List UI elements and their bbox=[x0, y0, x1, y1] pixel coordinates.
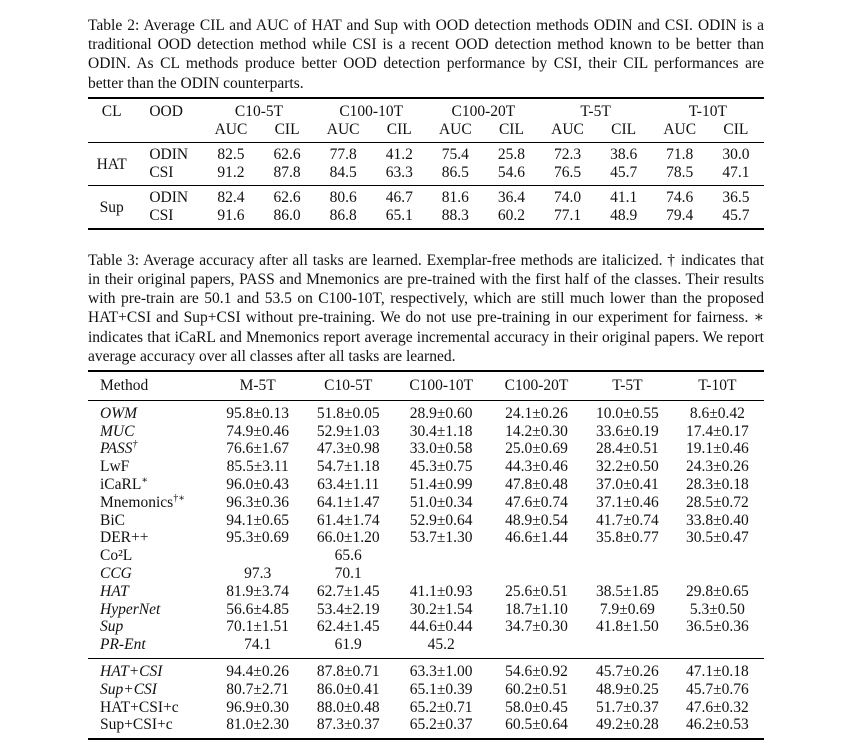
value-cell bbox=[671, 547, 764, 565]
table3-header-m-5t: M-5T bbox=[239, 377, 276, 395]
table2-subheader-cil: CIL bbox=[611, 120, 637, 138]
value-cell: 87.3±0.37 bbox=[316, 716, 380, 734]
value-cell: 41.2 bbox=[385, 145, 413, 163]
value-cell: 45.2 bbox=[427, 636, 455, 654]
value-cell: 51.0±0.34 bbox=[409, 493, 473, 511]
value-cell: 28.4±0.51 bbox=[596, 440, 659, 458]
value-cell: 65.6 bbox=[334, 547, 362, 565]
value-cell: 62.4±1.45 bbox=[316, 618, 380, 636]
method-cell: LwF bbox=[100, 458, 130, 476]
table3-header-c100-10t: C100-10T bbox=[409, 377, 474, 395]
value-cell: 91.2 bbox=[217, 163, 245, 181]
value-cell: 91.6 bbox=[217, 206, 245, 224]
value-cell: 62.7±1.45 bbox=[316, 582, 380, 600]
value-cell: 47.3±0.98 bbox=[316, 440, 380, 458]
value-cell: 38.6 bbox=[610, 145, 638, 163]
table2-caption: Table 2: Average CIL and AUC of HAT and Sup with OOD detection methods ODIN and CSI. ODIN is a traditional OOD detection method while CSI is a recent OOD detection method known to be better than ODIN. As CL methods produce better OOD detection performance by CSI, their CIL performances are better than the ODIN counterparts. bbox=[88, 17, 764, 92]
value-cell: 52.9±0.64 bbox=[409, 511, 473, 529]
table2-header-row-groups bbox=[88, 98, 764, 121]
method-cell: Sup bbox=[100, 618, 124, 636]
value-cell: 25.8 bbox=[497, 145, 525, 163]
value-cell: 95.8±0.13 bbox=[226, 404, 290, 422]
value-cell: 5.3±0.50 bbox=[689, 600, 745, 618]
table3-row bbox=[88, 681, 764, 699]
value-cell bbox=[671, 636, 764, 658]
table2-subheader-auc: AUC bbox=[438, 120, 472, 138]
value-cell: 96.0±0.43 bbox=[226, 476, 290, 494]
value-cell: 25.0±0.69 bbox=[505, 440, 568, 458]
value-cell: 47.1 bbox=[722, 163, 750, 181]
page-content bbox=[88, 16, 764, 740]
ood-cell: ODIN bbox=[149, 188, 189, 206]
value-cell: 86.8 bbox=[329, 206, 357, 224]
table2-subheader-cil: CIL bbox=[274, 120, 300, 138]
value-cell: 18.7±1.10 bbox=[505, 600, 568, 618]
value-cell: 94.1±0.65 bbox=[226, 511, 290, 529]
value-cell: 72.3 bbox=[553, 145, 582, 163]
value-cell: 76.6±1.67 bbox=[226, 440, 290, 458]
value-cell: 80.6 bbox=[329, 188, 357, 206]
table3-header-c10-5t: C10-5T bbox=[324, 377, 373, 395]
value-cell: 65.2±0.37 bbox=[409, 716, 473, 734]
value-cell: 34.7±0.30 bbox=[505, 618, 568, 636]
value-cell bbox=[584, 636, 671, 658]
table2-colgroup-c100-20t: C100-20T bbox=[451, 102, 516, 120]
value-cell: 33.8±0.40 bbox=[685, 511, 749, 529]
value-cell bbox=[489, 636, 584, 658]
value-cell bbox=[394, 547, 489, 565]
value-cell: 36.5 bbox=[722, 188, 750, 206]
value-cell: 44.6±0.44 bbox=[409, 618, 473, 636]
value-cell: 49.2±0.28 bbox=[596, 716, 659, 734]
table2-group-hat bbox=[88, 142, 764, 185]
value-cell: 45.7±0.76 bbox=[685, 680, 749, 698]
table2-colgroup-t-5t: T-5T bbox=[580, 102, 611, 120]
value-cell: 81.9±3.74 bbox=[226, 582, 290, 600]
value-cell: 84.5 bbox=[329, 163, 357, 181]
value-cell: 48.9±0.54 bbox=[505, 511, 568, 529]
value-cell: 74.6 bbox=[666, 188, 694, 206]
method-cell: PASS† bbox=[100, 439, 138, 458]
table3-section-proposed bbox=[88, 658, 764, 739]
value-cell: 64.1±1.47 bbox=[316, 493, 380, 511]
method-cell: CCG bbox=[100, 565, 132, 582]
value-cell: 30.0 bbox=[722, 145, 750, 163]
value-cell bbox=[584, 565, 671, 583]
value-cell: 37.1±0.46 bbox=[596, 493, 659, 511]
method-cell: Sup+CSI+c bbox=[100, 716, 173, 734]
method-cell: DER++ bbox=[100, 529, 149, 547]
value-cell: 74.9±0.46 bbox=[226, 422, 290, 440]
value-cell bbox=[394, 565, 489, 583]
value-cell: 28.5±0.72 bbox=[685, 493, 749, 511]
value-cell: 62.6 bbox=[273, 188, 301, 206]
value-cell: 70.1±1.51 bbox=[226, 618, 290, 636]
table2-header-ood: OOD bbox=[149, 102, 183, 120]
value-cell: 65.2±0.71 bbox=[409, 698, 473, 716]
ood-cell: CSI bbox=[149, 206, 174, 224]
value-cell: 87.8±0.71 bbox=[316, 662, 380, 680]
value-cell: 71.8 bbox=[666, 145, 694, 163]
table2-row bbox=[88, 207, 764, 229]
value-cell bbox=[489, 547, 584, 565]
value-cell: 74.1 bbox=[244, 636, 272, 654]
value-cell: 96.3±0.36 bbox=[226, 493, 290, 511]
method-cell: MUC bbox=[100, 422, 135, 440]
value-cell: 8.6±0.42 bbox=[689, 404, 745, 422]
method-cell: Mnemonics†∗ bbox=[100, 492, 185, 511]
table3-row bbox=[88, 601, 764, 619]
table3-row bbox=[88, 699, 764, 717]
value-cell: 30.2±1.54 bbox=[409, 600, 473, 618]
value-cell: 33.6±0.19 bbox=[596, 422, 659, 440]
value-cell: 47.6±0.32 bbox=[685, 698, 749, 716]
table2-colgroup-t-10t: T-10T bbox=[688, 102, 727, 120]
value-cell: 10.0±0.55 bbox=[596, 404, 659, 422]
value-cell: 65.1 bbox=[385, 206, 413, 224]
table2-row bbox=[88, 142, 764, 164]
value-cell: 97.3 bbox=[244, 565, 272, 582]
value-cell: 60.2±0.51 bbox=[505, 680, 568, 698]
value-cell: 51.7±0.37 bbox=[596, 698, 659, 716]
table2-subheader-cil: CIL bbox=[498, 120, 524, 138]
value-cell: 70.1 bbox=[334, 565, 362, 582]
value-cell: 53.4±2.19 bbox=[316, 600, 380, 618]
value-cell: 82.5 bbox=[217, 145, 245, 163]
value-cell: 45.3±0.75 bbox=[409, 458, 473, 476]
value-cell: 79.4 bbox=[666, 206, 694, 224]
table2-subheader-auc: AUC bbox=[551, 120, 584, 138]
value-cell: 45.7±0.26 bbox=[596, 662, 659, 680]
table3-row bbox=[88, 400, 764, 422]
value-cell: 19.1±0.46 bbox=[685, 440, 749, 458]
method-superscript: ∗ bbox=[141, 474, 149, 486]
value-cell: 7.9±0.69 bbox=[599, 600, 655, 618]
table2-colgroup-c10-5t: C10-5T bbox=[234, 102, 284, 120]
value-cell: 60.2 bbox=[497, 206, 525, 224]
value-cell: 81.0±2.30 bbox=[226, 716, 290, 734]
cl-cell: HAT bbox=[96, 156, 127, 174]
value-cell: 88.3 bbox=[441, 206, 469, 224]
value-cell: 66.0±1.20 bbox=[316, 529, 380, 547]
value-cell: 76.5 bbox=[553, 163, 582, 181]
value-cell: 41.8±1.50 bbox=[596, 618, 659, 636]
value-cell: 29.8±0.65 bbox=[685, 582, 749, 600]
table3-row bbox=[88, 618, 764, 636]
table3-header-t-5t: T-5T bbox=[612, 377, 643, 395]
value-cell: 41.1±0.93 bbox=[409, 582, 473, 600]
table3-section-baselines bbox=[88, 400, 764, 658]
value-cell: 53.7±1.30 bbox=[409, 529, 473, 547]
value-cell: 28.3±0.18 bbox=[685, 476, 749, 494]
table3-caption: Table 3: Average accuracy after all tasks are learned. Exemplar-free methods are italicized. † indicates that in their original papers, PASS and Mnemonics are pre-trained with the first half of the classes. Their results with pre-train are 50.1 and 53.5 on C100-10T, respectively, which are still much lower than the proposed HAT+CSI and Sup+CSI without pre-training. We do not use pre-training in our experiment for fairness. ∗ indicates that iCaRL and Mnemonics report average incremental accuracy in their original papers. We report average accuracy over all classes after all tasks are learned. bbox=[88, 251, 764, 365]
table3-row bbox=[88, 716, 764, 739]
value-cell: 35.8±0.77 bbox=[596, 529, 659, 547]
value-cell: 54.6±0.92 bbox=[505, 662, 568, 680]
value-cell: 46.2±0.53 bbox=[685, 716, 749, 734]
value-cell: 77.1 bbox=[553, 206, 582, 224]
value-cell: 45.7 bbox=[610, 163, 638, 181]
value-cell: 62.6 bbox=[273, 145, 301, 163]
value-cell: 30.5±0.47 bbox=[685, 529, 749, 547]
value-cell: 46.6±1.44 bbox=[505, 529, 568, 547]
value-cell: 47.8±0.48 bbox=[505, 476, 568, 494]
method-cell: HAT+CSI+c bbox=[100, 698, 179, 716]
ood-cell: ODIN bbox=[149, 145, 189, 163]
value-cell: 48.9±0.25 bbox=[596, 680, 659, 698]
value-cell: 60.5±0.64 bbox=[505, 716, 568, 734]
method-superscript: †∗ bbox=[173, 492, 185, 504]
value-cell: 46.7 bbox=[385, 188, 413, 206]
value-cell: 80.7±2.71 bbox=[226, 680, 290, 698]
value-cell bbox=[489, 565, 584, 583]
table2-row bbox=[88, 185, 764, 207]
table3-header-method: Method bbox=[100, 377, 149, 395]
table2-header-cl: CL bbox=[101, 102, 122, 120]
ood-cell: CSI bbox=[149, 163, 174, 181]
method-cell: Sup+CSI bbox=[100, 680, 157, 698]
method-cell: BiC bbox=[100, 511, 125, 529]
table3-row bbox=[88, 547, 764, 565]
value-cell: 25.6±0.51 bbox=[505, 582, 568, 600]
value-cell: 95.3±0.69 bbox=[226, 529, 290, 547]
value-cell: 54.7±1.18 bbox=[316, 458, 380, 476]
value-cell: 33.0±0.58 bbox=[409, 440, 473, 458]
value-cell: 24.1±0.26 bbox=[505, 404, 568, 422]
value-cell: 24.3±0.26 bbox=[685, 458, 749, 476]
value-cell: 96.9±0.30 bbox=[226, 698, 290, 716]
value-cell: 86.0±0.41 bbox=[316, 680, 380, 698]
method-cell: iCaRL∗ bbox=[100, 474, 149, 494]
table3-row bbox=[88, 529, 764, 547]
value-cell: 28.9±0.60 bbox=[409, 404, 473, 422]
table2-colgroup-c100-10t: C100-10T bbox=[339, 102, 404, 120]
value-cell: 63.3±1.00 bbox=[409, 662, 473, 680]
value-cell: 30.4±1.18 bbox=[409, 422, 473, 440]
method-cell: HAT+CSI bbox=[100, 662, 163, 680]
value-cell: 77.8 bbox=[329, 145, 357, 163]
value-cell: 78.5 bbox=[666, 163, 694, 181]
value-cell: 87.8 bbox=[273, 163, 301, 181]
value-cell: 41.1 bbox=[610, 188, 638, 206]
value-cell: 63.3 bbox=[385, 163, 413, 181]
table3-row bbox=[88, 458, 764, 476]
table3-row bbox=[88, 636, 764, 658]
value-cell: 65.1±0.39 bbox=[409, 680, 473, 698]
value-cell: 86.0 bbox=[273, 206, 301, 224]
value-cell: 54.6 bbox=[497, 163, 525, 181]
value-cell: 36.4 bbox=[497, 188, 525, 206]
method-cell: HyperNet bbox=[100, 600, 161, 618]
table2-row bbox=[88, 164, 764, 186]
table2-subheader-cil: CIL bbox=[386, 120, 412, 138]
value-cell: 82.4 bbox=[217, 188, 245, 206]
table3 bbox=[88, 370, 764, 740]
method-cell: HAT bbox=[100, 582, 129, 600]
table3-row bbox=[88, 494, 764, 512]
value-cell: 74.0 bbox=[553, 188, 582, 206]
value-cell: 47.1±0.18 bbox=[685, 662, 749, 680]
method-cell: PR-Ent bbox=[100, 636, 146, 654]
value-cell: 63.4±1.11 bbox=[317, 476, 380, 494]
value-cell: 41.7±0.74 bbox=[596, 511, 659, 529]
table3-row bbox=[88, 512, 764, 530]
value-cell: 86.5 bbox=[441, 163, 469, 181]
table3-header-c100-20t: C100-20T bbox=[504, 377, 569, 395]
table3-header-t-10t: T-10T bbox=[698, 377, 737, 395]
table3-row bbox=[88, 565, 764, 583]
value-cell: 51.8±0.05 bbox=[316, 404, 380, 422]
value-cell: 81.6 bbox=[441, 188, 469, 206]
table2-subheader-auc: AUC bbox=[663, 120, 697, 138]
value-cell: 47.6±0.74 bbox=[505, 493, 568, 511]
table2-group-sup bbox=[88, 185, 764, 229]
method-superscript: † bbox=[132, 439, 138, 451]
table3-row bbox=[88, 423, 764, 441]
table2-subheader-auc: AUC bbox=[326, 120, 360, 138]
value-cell: 37.0±0.41 bbox=[596, 476, 659, 494]
table2-header bbox=[88, 98, 764, 143]
table3-row bbox=[88, 658, 764, 680]
method-cell: OWM bbox=[100, 404, 138, 422]
value-cell: 94.4±0.26 bbox=[226, 662, 290, 680]
value-cell: 75.4 bbox=[441, 145, 469, 163]
value-cell: 61.9 bbox=[334, 636, 362, 654]
value-cell: 52.9±1.03 bbox=[316, 422, 380, 440]
value-cell: 88.0±0.48 bbox=[316, 698, 380, 716]
value-cell bbox=[671, 565, 764, 583]
value-cell bbox=[584, 547, 671, 565]
table3-row bbox=[88, 476, 764, 494]
cl-cell: Sup bbox=[99, 199, 124, 217]
table3-header bbox=[88, 371, 764, 400]
value-cell: 58.0±0.45 bbox=[505, 698, 568, 716]
table3-row bbox=[88, 583, 764, 601]
value-cell: 36.5±0.36 bbox=[685, 618, 749, 636]
value-cell: 85.5±3.11 bbox=[226, 458, 289, 476]
method-cell: Co²L bbox=[100, 547, 133, 565]
table2-subheader-cil: CIL bbox=[723, 120, 749, 138]
value-cell: 17.4±0.17 bbox=[685, 422, 749, 440]
table3-row bbox=[88, 440, 764, 458]
table2 bbox=[88, 97, 764, 230]
value-cell: 61.4±1.74 bbox=[316, 511, 380, 529]
value-cell: 51.4±0.99 bbox=[409, 476, 473, 494]
table3-header-row bbox=[88, 371, 764, 400]
value-cell: 38.5±1.85 bbox=[596, 582, 659, 600]
value-cell: 48.9 bbox=[610, 206, 638, 224]
value-cell: 56.6±4.85 bbox=[226, 600, 290, 618]
value-cell bbox=[212, 547, 303, 565]
value-cell: 32.2±0.50 bbox=[596, 458, 659, 476]
value-cell: 45.7 bbox=[722, 206, 750, 224]
table2-subheader-auc: AUC bbox=[214, 120, 248, 138]
value-cell: 44.3±0.46 bbox=[505, 458, 568, 476]
value-cell: 14.2±0.30 bbox=[505, 422, 568, 440]
